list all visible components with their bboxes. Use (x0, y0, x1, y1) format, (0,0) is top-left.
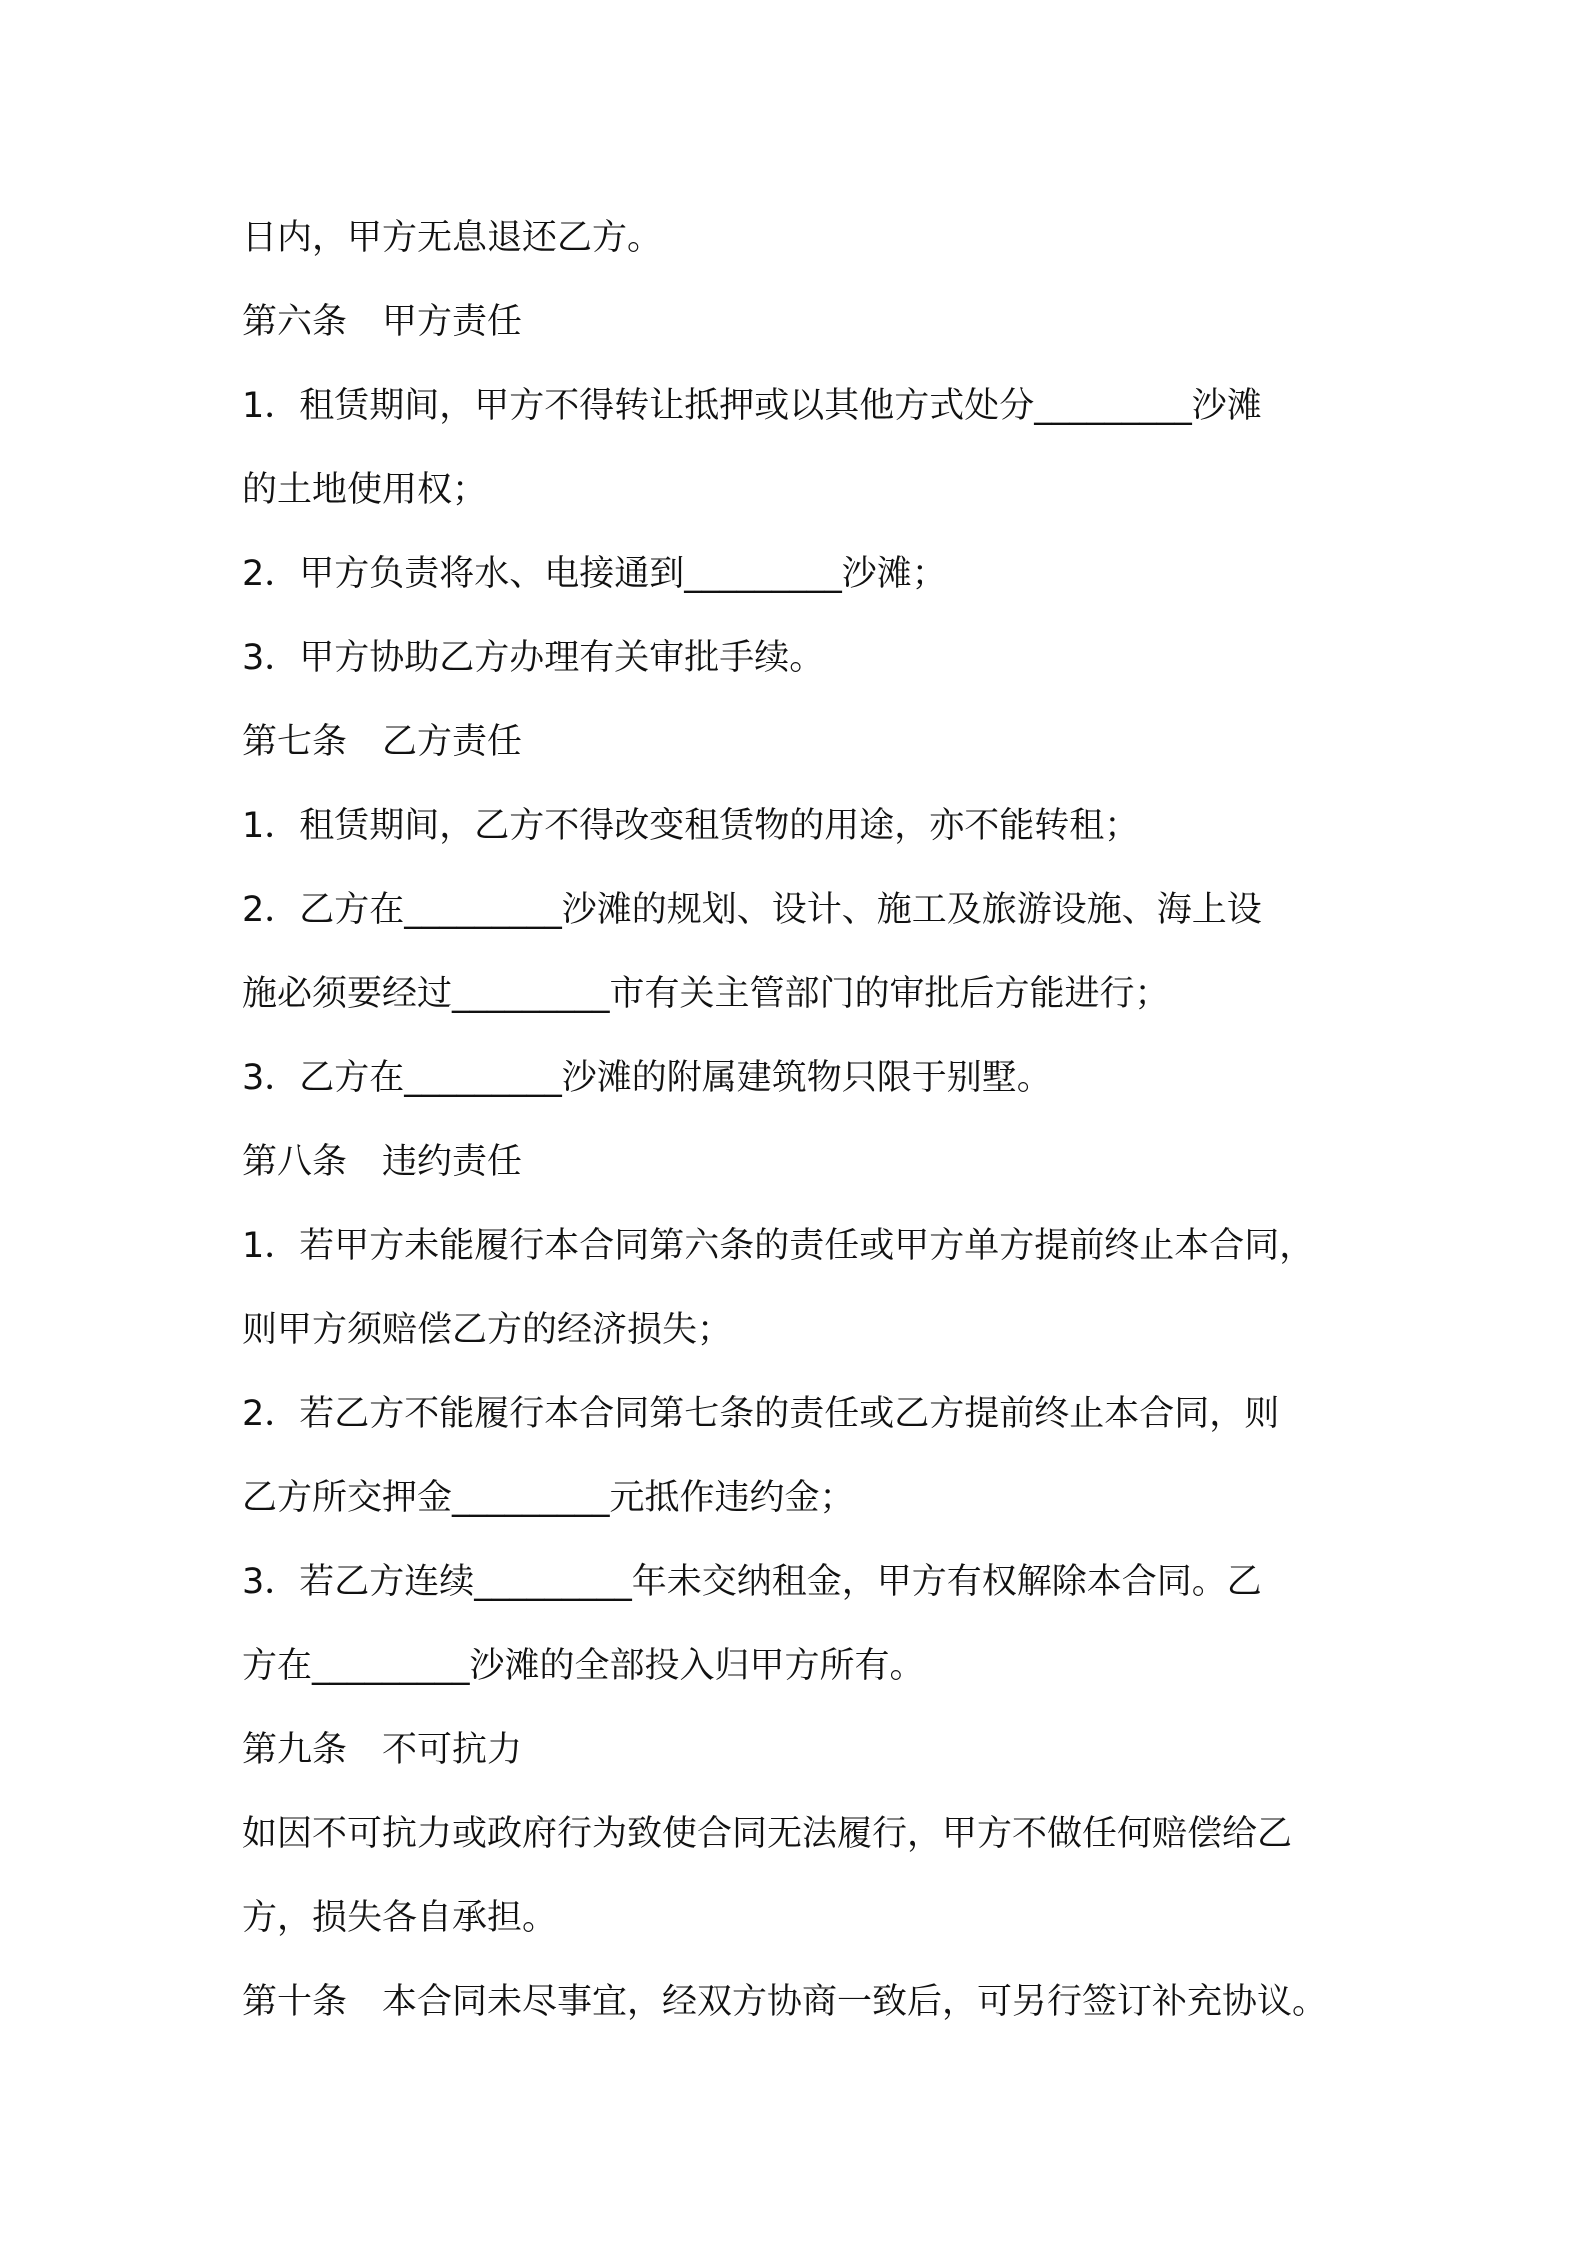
text-line: 乙方所交押金_________元抵作违约金； (242, 1478, 855, 1518)
text-line: 则甲方须赔偿乙方的经济损失； (242, 1310, 733, 1350)
text-line: 3．若乙方连续_________年未交纳租金，甲方有权解除本合同。乙 (242, 1562, 1262, 1602)
text-line: 1．租赁期间，甲方不得转让抵押或以其他方式处分_________沙滩 (242, 386, 1262, 426)
text-line: 3．乙方在_________沙滩的附属建筑物只限于别墅。 (242, 1058, 1052, 1098)
article-7-heading: 第七条 乙方责任 (242, 722, 523, 762)
text-line: 3．甲方协助乙方办理有关审批手续。 (242, 638, 825, 678)
article-9-heading: 第九条 不可抗力 (242, 1730, 523, 1770)
text-line: 1．租赁期间，乙方不得改变租赁物的用途，亦不能转租； (242, 806, 1140, 846)
contract-text (242, 196, 1382, 2044)
text-line: 的土地使用权； (242, 470, 488, 510)
text-line: 方，损失各自承担。 (242, 1898, 558, 1938)
text-line: 施必须要经过_________市有关主管部门的审批后方能进行； (242, 974, 1170, 1014)
article-8-heading: 第八条 违约责任 (242, 1142, 523, 1182)
text-line: 2．若乙方不能履行本合同第七条的责任或乙方提前终止本合同，则 (242, 1394, 1280, 1434)
text-line: 2．甲方负责将水、电接通到_________沙滩； (242, 554, 947, 594)
text-line: 日内，甲方无息退还乙方。 (242, 218, 663, 258)
text-line: 2．乙方在_________沙滩的规划、设计、施工及旅游设施、海上设 (242, 890, 1262, 930)
text-line: 如因不可抗力或政府行为致使合同无法履行，甲方不做任何赔偿给乙 (242, 1814, 1293, 1854)
text-line: 1．若甲方未能履行本合同第六条的责任或甲方单方提前终止本合同， (242, 1226, 1315, 1266)
text-line: 方在_________沙滩的全部投入归甲方所有。 (242, 1646, 925, 1686)
article-10-heading: 第十条 本合同未尽事宜，经双方协商一致后，可另行签订补充协议。 (242, 1982, 1328, 2022)
article-6-heading: 第六条 甲方责任 (242, 302, 523, 342)
